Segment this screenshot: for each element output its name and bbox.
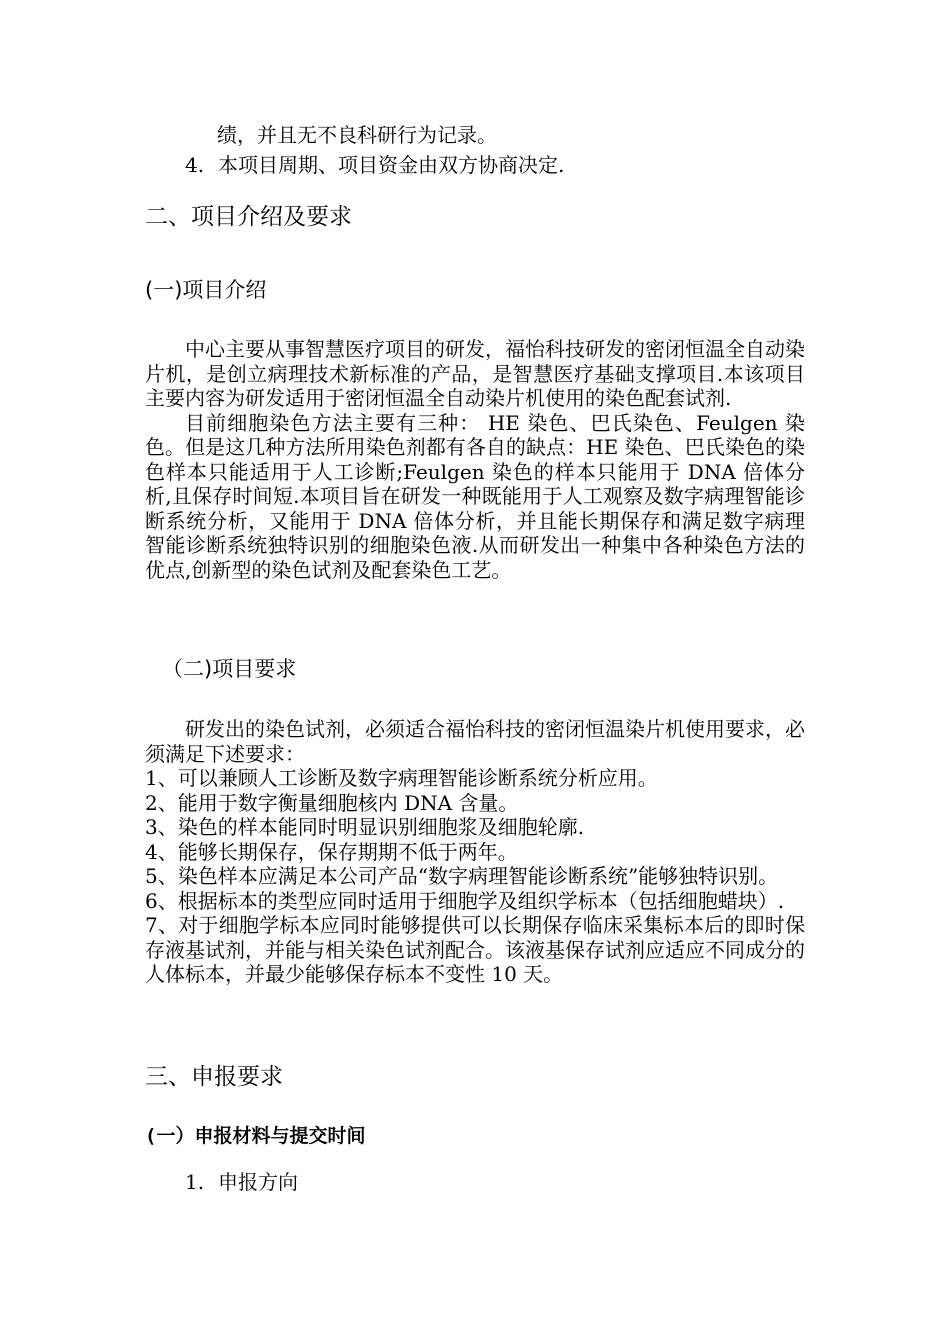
list-item-text: 申报方向 [218,1170,298,1194]
requirement-item: 4、能够长期保存，保存期期不低于两年。 [145,839,518,864]
project-intro-body [145,337,805,582]
paragraph: 目前细胞染色方法主要有三种： HE 染色、巴氏染色、Feulgen 染色。但是这几种方法所用染色剂都有各自的缺点：HE 染色、巴氏染色的染色样本只能适用于人工诊断;Feulgen 染色的样本只能用于 DNA 倍体分析,且保存时间短.本项目旨在研发一种既能用于人工观察及数字病理智能诊断系统分析，又能用于 DNA 倍体分析，并且能长期保存和满足数字病理智能诊断系统独特识别的细胞染色液.从而研发出一种集中各种染色方法的优点,创新型的染色试剂及配套染色工艺。 [145,410,805,582]
paragraph: 研发出的染色试剂，必须适合福怡科技的密闭恒温染片机使用要求，必须满足下述要求： [145,717,805,766]
list-item-text: 本项目周期、项目资金由双方协商决定. [218,153,565,177]
list-item-1 [185,1170,298,1194]
subsection-heading-project-requirements: （二)项目要求 [162,657,297,681]
continuation-text: 绩，并且无不良科研行为记录。 [217,123,497,147]
requirement-item: 1、可以兼顾人工诊断及数字病理智能诊断系统分析应用。 [145,766,658,790]
subsection-heading-project-intro: (一)项目介绍 [145,278,267,302]
requirement-item: 6、根据标本的类型应同时适用于细胞学及组织学标本（包括细胞蜡块）. [145,888,785,913]
subsection-heading-materials: (一）申报材料与提交时间 [145,1125,366,1147]
project-requirements-body [145,717,805,987]
requirement-item: 3、染色的样本能同时明显识别细胞浆及细胞轮廓. [145,815,585,839]
section-heading-3: 三、申报要求 [145,1064,283,1090]
paragraph: 中心主要从事智慧医疗项目的研发，福怡科技研发的密闭恒温全自动染片机，是创立病理技术新标准的产品，是智慧医疗基础支撑项目.本该项目主要内容为研发适用于密闭恒温全自动染片机使用的染色配套试剂. [145,337,805,410]
list-item-number: 1. [185,1170,205,1194]
requirement-item: 7、对于细胞学标本应同时能够提供可以长期保存临床采集标本后的即时保存液基试剂，并能与相关染色试剂配合。该液基保存试剂应适应不同成分的人体标本，并最少能够保存标本不变性 10 天。 [145,913,805,986]
section-heading-2: 二、项目介绍及要求 [145,204,352,230]
list-item-4 [185,153,564,177]
requirement-item: 2、能用于数字衡量细胞核内 DNA 含量。 [145,790,519,815]
requirement-item: 5、染色样本应满足本公司产品“数字病理智能诊断系统”能够独特识别。 [145,864,779,888]
list-item-number: 4. [185,153,205,177]
